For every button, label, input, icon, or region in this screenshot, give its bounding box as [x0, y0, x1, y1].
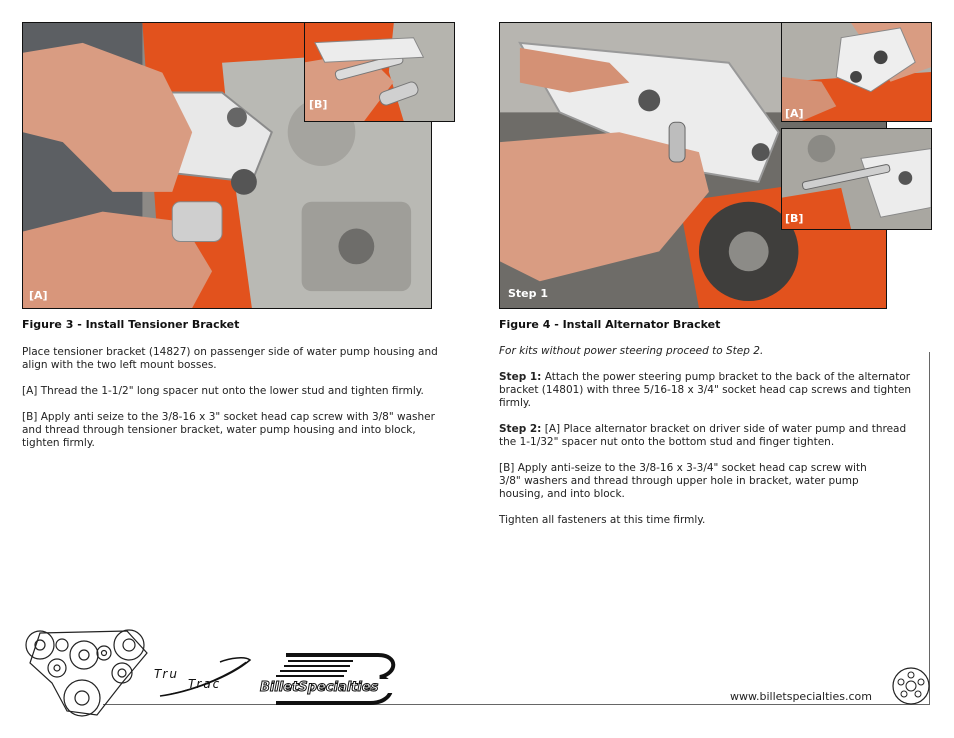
svg-text:BilletSpecialties: BilletSpecialties — [260, 680, 379, 695]
billet-specialties-logo — [258, 651, 414, 706]
figure3-main-tag: [A] — [29, 289, 48, 302]
billet-b-icon — [258, 651, 414, 706]
pulley-drive-icon — [22, 623, 150, 718]
website-url[interactable]: www.billetspecialties.com — [730, 690, 872, 703]
step2-label: Step 2: — [499, 423, 542, 435]
figure3-inset-photo-b — [304, 22, 455, 122]
figure3-paragraph-3: [B] Apply anti seize to the 3/8-16 x 3" socket head cap screw with 3/8" washer and thread through tensioner bracket, water pump housing and into block, tighten firmly. — [22, 411, 435, 449]
trutrac-logo — [150, 652, 255, 700]
figure3-paragraph-1: Place tensioner bracket (14827) on passenger side of water pump housing and align with the two left mount bosses. — [22, 346, 438, 371]
step1-label: Step 1: — [499, 371, 542, 383]
svg-text:Tru: Tru — [154, 667, 179, 681]
corner-pulley-illustration — [891, 666, 931, 706]
svg-text:Trac: Trac — [188, 677, 222, 691]
figure4-inset-photo-b — [781, 128, 932, 230]
figure4-final: Tighten all fasteners at this time firmly. — [499, 514, 706, 526]
figure4-note: For kits without power steering proceed to Step 2. — [499, 345, 764, 357]
figure4-inset-photo-a — [781, 22, 932, 122]
pulley-icon — [891, 666, 931, 706]
right-margin-rule — [929, 352, 930, 704]
figure4-inset-b-tag: [B] — [785, 212, 804, 225]
figure3-paragraph-2: [A] Thread the 1-1/2" long spacer nut onto the lower stud and tighten firmly. — [22, 385, 424, 397]
footer-rule — [103, 704, 930, 705]
figure4-step1 — [499, 371, 923, 410]
figure4-inset-a-tag: [A] — [785, 107, 804, 120]
trutrac-swoosh-icon — [150, 652, 255, 700]
figure4-caption: Figure 4 - Install Alternator Bracket — [499, 318, 721, 331]
step2-text: [A] Place alternator bracket on driver side of water pump and thread the 1-1/32" spacer nut onto the bottom stud and finger tighten. — [499, 423, 907, 448]
figure3-caption: Figure 3 - Install Tensioner Bracket — [22, 318, 240, 331]
figure4-main-tag: Step 1 — [508, 287, 548, 300]
pulley-drive-illustration — [22, 623, 150, 718]
step1-text: Attach the power steering pump bracket to the back of the alternator bracket (14801) with three 5/16-18 x 3/4" socket head cap screws and tighten firmly. — [499, 371, 912, 409]
figure4-step2b: [B] Apply anti-seize to the 3/8-16 x 3-3/4" socket head cap screw with 3/8" washers and thread through upper hole in bracket, water pump housing, and into block. — [499, 462, 867, 500]
figure3-inset-tag: [B] — [309, 98, 328, 111]
figure4-step2 — [499, 423, 923, 449]
